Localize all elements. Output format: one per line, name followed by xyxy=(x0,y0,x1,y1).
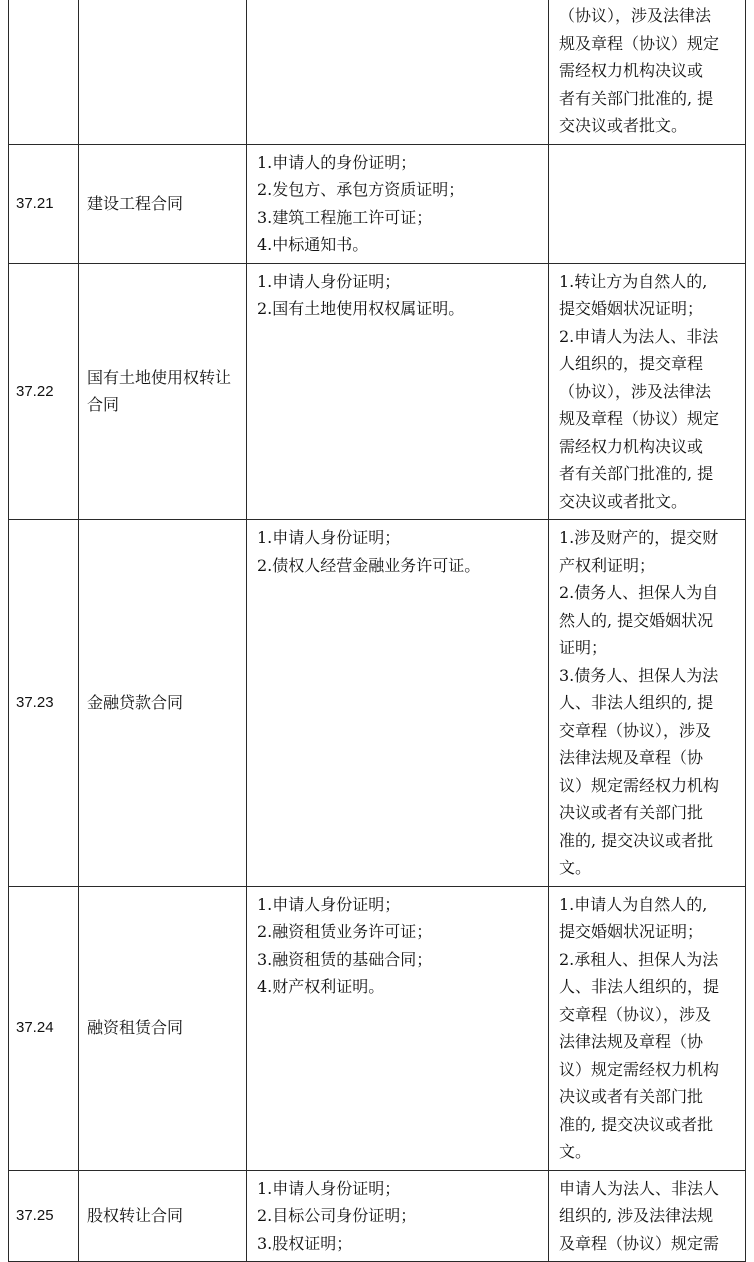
table-row xyxy=(9,0,746,144)
additional-requirements xyxy=(549,263,746,520)
requirement-line: 者有关部门批准的, 提 xyxy=(559,88,714,108)
row-number: 37.21 xyxy=(9,144,79,263)
additional-requirements xyxy=(549,1170,746,1262)
requirement-line: 需经权力机构决议或 xyxy=(559,61,704,80)
requirement-line: 人组织的，提交章程 xyxy=(559,354,704,373)
material-line: 3.建筑工程施工许可证； xyxy=(257,207,433,227)
requirement-line: 2.承租人、担保人为法 xyxy=(559,949,719,969)
requirement-line: 规及章程（协议）规定 xyxy=(559,33,720,53)
required-materials xyxy=(247,263,549,520)
material-line: 2.债权人经营金融业务许可证。 xyxy=(257,555,481,575)
contract-name: 国有土地使用权转让合同 xyxy=(79,263,247,520)
row-number xyxy=(9,0,79,144)
requirement-line: 组织的, 涉及法律法规 xyxy=(559,1206,714,1225)
requirement-line: 需经权力机构决议或 xyxy=(559,436,704,456)
material-line: 4.财产权利证明。 xyxy=(257,977,385,996)
material-line: 2.发包方、承包方资质证明； xyxy=(257,180,465,199)
requirement-line: 交决议或者批文。 xyxy=(559,491,688,511)
material-line: 2.融资租赁业务许可证； xyxy=(257,922,433,941)
requirement-line: 提交婚姻状况证明； xyxy=(559,299,704,318)
material-line: 2.目标公司身份证明； xyxy=(257,1206,417,1225)
row-number: 37.25 xyxy=(9,1170,79,1262)
row-number: 37.22 xyxy=(9,263,79,520)
requirement-line: 1.申请人为自然人的, xyxy=(559,894,708,914)
requirement-line: 文。 xyxy=(559,1142,592,1161)
requirement-line: 2.债务人、担保人为自 xyxy=(559,583,719,602)
additional-requirements xyxy=(549,886,746,1170)
requirement-line: 交决议或者批文。 xyxy=(559,116,688,135)
material-line: 2.国有土地使用权权属证明。 xyxy=(257,299,465,318)
requirement-line: 规及章程（协议）规定 xyxy=(559,409,720,428)
table-row xyxy=(9,886,746,1170)
required-materials xyxy=(247,520,549,887)
contract-name: 建设工程合同 xyxy=(79,144,247,263)
row-number: 37.23 xyxy=(9,520,79,887)
required-materials xyxy=(247,144,549,263)
requirement-line: 然人的, 提交婚姻状况 xyxy=(559,610,714,630)
requirement-line: （协议），涉及法律法 xyxy=(559,6,712,25)
requirement-line: 法律法规及章程（协 xyxy=(559,748,704,767)
requirement-line: 文。 xyxy=(559,858,592,877)
requirement-line: 交章程（协议），涉及 xyxy=(559,720,712,740)
material-line: 3.融资租赁的基础合同； xyxy=(257,949,433,969)
requirement-line: 议）规定需经权力机构 xyxy=(559,1059,720,1079)
requirement-line: （协议），涉及法律法 xyxy=(559,381,712,401)
required-materials xyxy=(247,0,549,144)
requirement-line: 决议或者有关部门批 xyxy=(559,803,704,822)
requirement-line: 1.涉及财产的，提交财 xyxy=(559,528,719,547)
contract-name: 股权转让合同 xyxy=(79,1170,247,1262)
table-row xyxy=(9,1170,746,1262)
table-row xyxy=(9,263,746,520)
material-line: 3.股权证明； xyxy=(257,1233,353,1253)
material-line: 1.申请人身份证明； xyxy=(257,271,401,291)
contract-name: 金融贷款合同 xyxy=(79,520,247,887)
material-line: 1.申请人身份证明； xyxy=(257,894,401,914)
requirement-line: 产权利证明； xyxy=(559,555,656,575)
contract-name: 融资租赁合同 xyxy=(79,886,247,1170)
requirement-line: 3.债务人、担保人为法 xyxy=(559,665,719,685)
requirement-line: 证明； xyxy=(559,638,608,657)
requirement-line: 提交婚姻状况证明； xyxy=(559,922,704,941)
requirement-line: 准的, 提交决议或者批 xyxy=(559,830,714,850)
material-line: 1.申请人的身份证明； xyxy=(257,152,417,172)
contract-name xyxy=(79,0,247,144)
material-line: 1.申请人身份证明； xyxy=(257,1178,401,1198)
table-body xyxy=(9,0,746,1262)
requirement-line: 议）规定需经权力机构 xyxy=(559,775,720,795)
table-row xyxy=(9,144,746,263)
row-number: 37.24 xyxy=(9,886,79,1170)
requirement-line: 准的, 提交决议或者批 xyxy=(559,1114,714,1134)
requirement-line: 申请人为法人、非法人 xyxy=(559,1178,720,1198)
additional-requirements xyxy=(549,144,746,263)
additional-requirements xyxy=(549,0,746,144)
requirement-line: 法律法规及章程（协 xyxy=(559,1032,704,1051)
requirement-line: 2.申请人为法人、非法 xyxy=(559,326,719,346)
required-materials xyxy=(247,886,549,1170)
requirement-line: 者有关部门批准的, 提 xyxy=(559,464,714,483)
requirement-line: 人、非法人组织的, 提 xyxy=(559,693,714,712)
requirements-table xyxy=(8,0,746,1262)
table-row xyxy=(9,520,746,887)
requirement-line: 及章程（协议）规定需 xyxy=(559,1233,720,1253)
requirement-line: 人、非法人组织的，提 xyxy=(559,977,720,996)
additional-requirements xyxy=(549,520,746,887)
requirement-line: 交章程（协议），涉及 xyxy=(559,1004,712,1024)
requirement-line: 决议或者有关部门批 xyxy=(559,1087,704,1106)
required-materials xyxy=(247,1170,549,1262)
material-line: 4.中标通知书。 xyxy=(257,235,369,254)
material-line: 1.申请人身份证明； xyxy=(257,528,401,547)
requirement-line: 1.转让方为自然人的, xyxy=(559,271,708,291)
